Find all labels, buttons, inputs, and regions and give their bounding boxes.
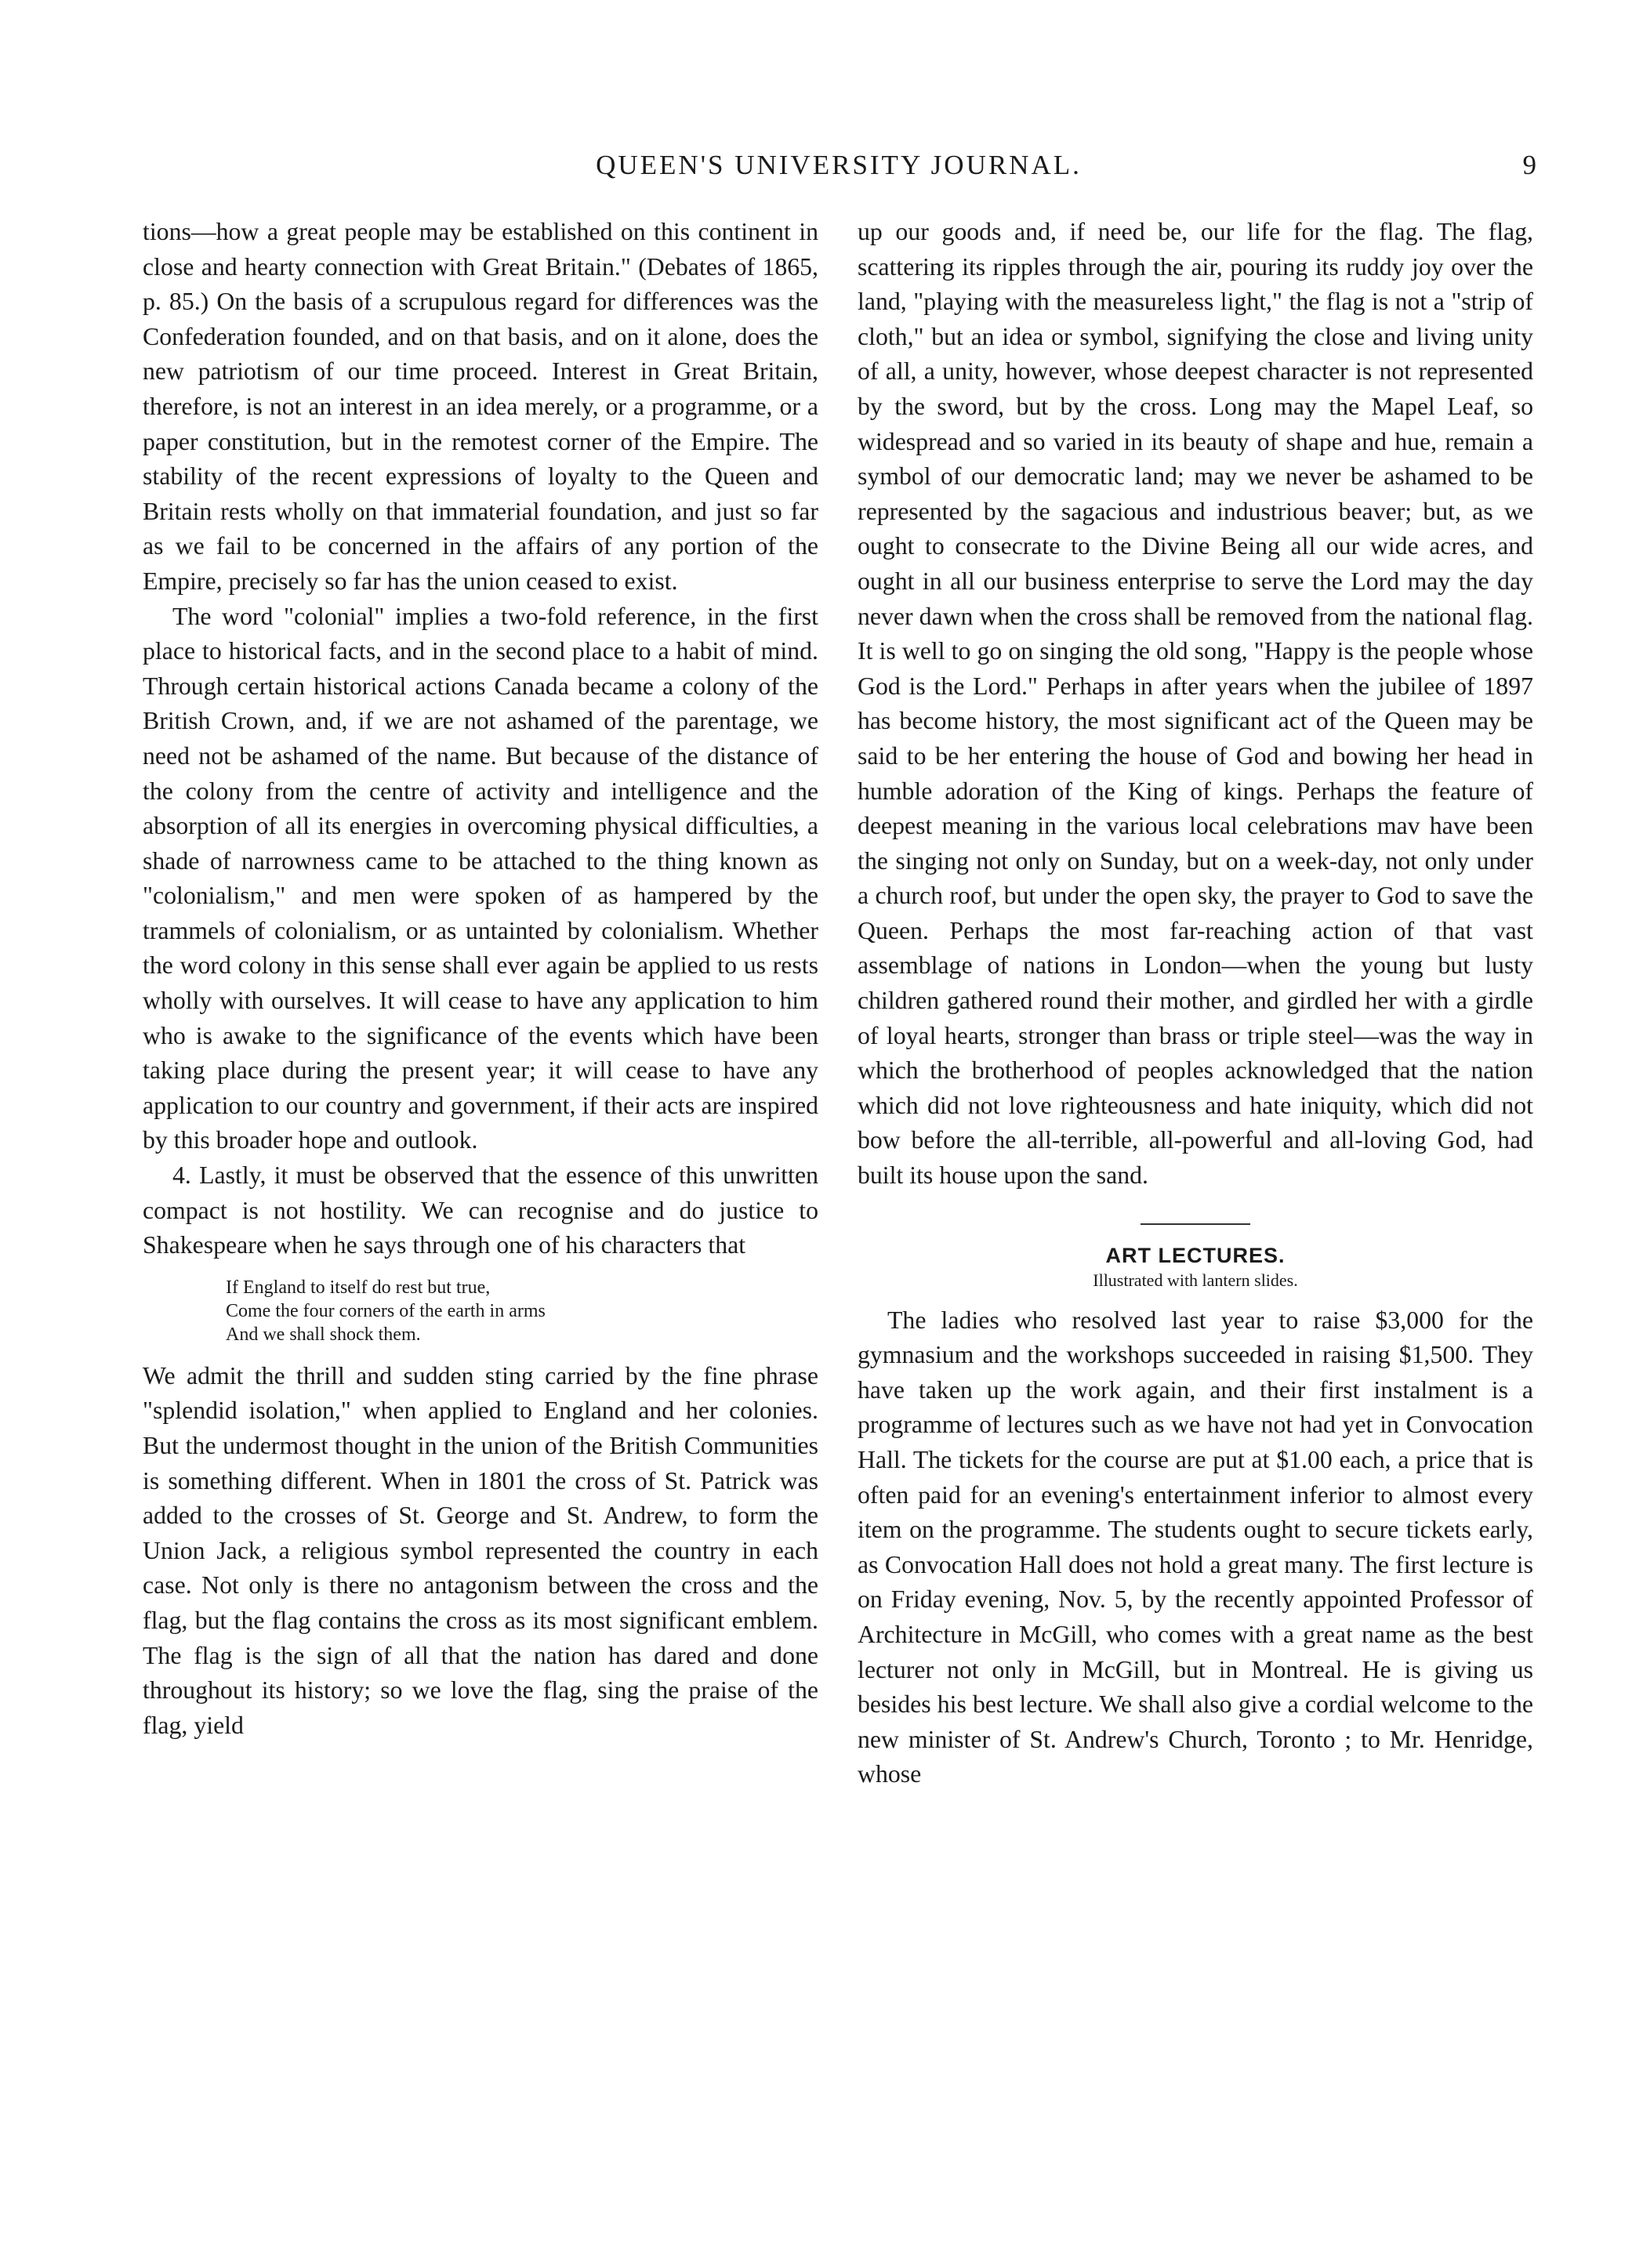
journal-title: QUEEN'S UNIVERSITY JOURNAL.: [596, 150, 1082, 180]
verse-line: And we shall shock them.: [226, 1324, 421, 1345]
left-paragraph-4: We admit the thrill and sudden sting carried by the fine phrase "splendid isolation," when applied to England and her colonies. But the undermost thought in the union of the British Communities is something different. When in 1801 the cross of St. Patrick was added to the crosses of St. George and St. Andrew, to form the Union Jack, a religious symbol represented the country in each case. Not only is there no antagonism between the cross and the flag, but the flag contains the cross as its most significant emblem. The flag is the sign of all that the nation has dared and done throughout its history; so we love the flag, sing the praise of the flag, yield: [143, 1361, 818, 1739]
left-paragraph-3: 4. Lastly, it must be observed that the essence of this unwritten compact is not hostility. We can recognise and do justice to Shakespeare when he says through one of his characters that: [143, 1161, 818, 1259]
left-paragraph-1: tions—how a great people may be established on this continent in close and hearty connection with Great Britain." (Debates of 1865, p. 85.) On the basis of a scrupulous regard for differences was the Confederation founded, and on that basis, and on it alone, does the new patriotism of our time proceed. Interest in Great Britain, therefore, is not an interest in an idea merely, or a programme, or a paper constitution, but in the remotest corner of the Empire. The stability of the recent expressions of loyalty to the Queen and Britain rests wholly on that immaterial foundation, and just so far as we fail to be concerned in the affairs of any portion of the Empire, precisely so far has the union ceased to exist.: [143, 218, 818, 595]
art-lectures-heading: ART LECTURES.: [1105, 1243, 1286, 1267]
page-number: 9: [1522, 150, 1536, 180]
section-divider: [1141, 1223, 1250, 1225]
left-column: [143, 215, 818, 1743]
art-lectures-subheading: Illustrated with lantern slides.: [1093, 1270, 1298, 1290]
left-paragraph-2: The word "colonial" implies a two-fold reference, in the first place to historical facts, and in the second place to a habit of mind. Through certain historical actions Canada became a colony of the British Crown, and, if we are not ashamed of the parentage, we need not be ashamed of the name. But because of the distance of the colony from the centre of activity and intelligence and the absorption of all its energies in overcoming physical difficulties, a shade of narrowness came to be attached to the thing known as "colonialism," and men were spoken of as hampered by the trammels of colonialism, or as untainted by colonialism. Whether the word colony in this sense shall ever again be applied to us rests wholly with ourselves. It will cease to have any application to him who is awake to the significance of the events which have been taking place during the present year; it will cease to have any application to our country and government, if their acts are inspired by this broader hope and outlook.: [143, 602, 818, 1154]
right-paragraph-2: The ladies who resolved last year to raise $3,000 for the gymnasium and the workshops succeeded in raising $1,500. They have taken up the work again, and their first instalment is a programme of lectures such as we have not had yet in Convocation Hall. The tickets for the course are put at $1.00 each, a price that is often paid for an evening's entertainment inferior to almost every item on the programme. The students ought to secure tickets early, as Convocation Hall does not hold a great many. The first lecture is on Friday evening, Nov. 5, by the recently appointed Professor of Architecture in McGill, who comes with a great name as the best lecturer not only in McGill, but in Montreal. He is giving us besides his best lecture. We shall also give a cordial welcome to the new minister of St. Andrew's Church, Toronto ; to Mr. Henridge, whose: [858, 1306, 1533, 1788]
verse-line: If England to itself do rest but true,: [226, 1277, 491, 1298]
right-paragraph-1: up our goods and, if need be, our life for the flag. The flag, scattering its ripples through the air, pouring its ruddy joy over the land, "playing with the measureless light," the flag is not a "strip of cloth," but an idea or symbol, signifying the close and living unity of all, a unity, however, whose deepest character is not represented by the sword, but by the cross. Long may the Mapel Leaf, so widespread and so varied in its beauty of shape and hue, remain a symbol of our democratic land; may we never be ashamed to be represented by the sagacious and industrious beaver; but, as we ought to consecrate to the Divine Being all our wide acres, and ought in all our business enterprise to serve the Lord may the day never dawn when the cross shall be removed from the national flag. It is well to go on singing the old song, "Happy is the people whose God is the Lord." Perhaps in after years when the jubilee of 1897 has become history, the most significant act of the Queen may be said to be her entering the house of God and bowing her head in humble adoration of the King of kings. Perhaps the feature of deepest meaning in the various local celebrations mav have been the singing not only on Sunday, but on a week-day, not only under a church roof, but under the open sky, the prayer to God to save the Queen. Perhaps the most far-reaching action of that vast assemblage of nations in London—when the young but lusty children gathered round their mother, and girdled her with a girdle of loyal hearts, stronger than brass or triple steel—was the way in which the brotherhood of peoples acknowledged that the nation which did not love righteousness and hate iniquity, which did not bow before the all-terrible, all-powerful and all-loving God, had built its house upon the sand.: [858, 218, 1533, 1190]
page-header: [141, 146, 1536, 185]
shakespeare-quote: [226, 1276, 818, 1346]
verse-line: Come the four corners of the earth in arms: [226, 1300, 546, 1321]
right-column: [858, 215, 1533, 1792]
